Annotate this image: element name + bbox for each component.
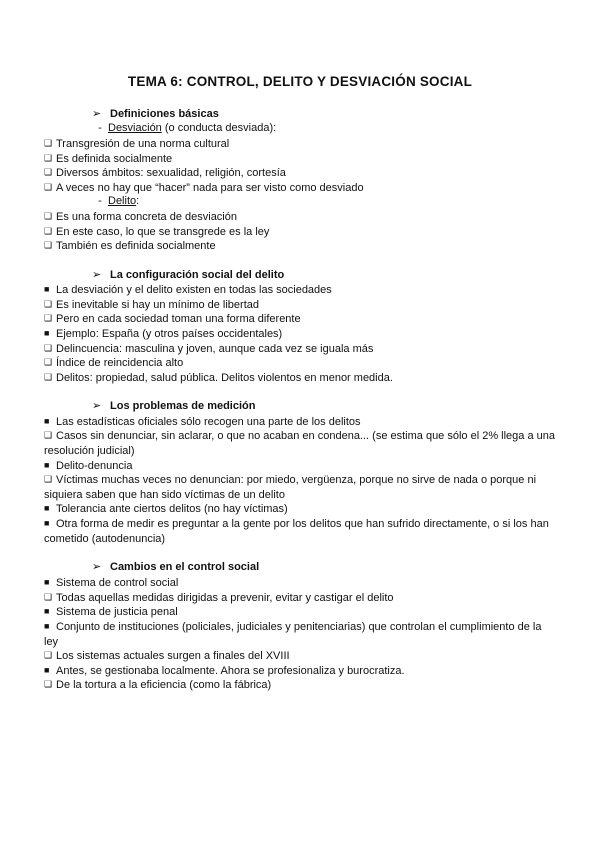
list-item: ❑ Pero en cada sociedad toman una forma diferente (44, 313, 301, 325)
square-outline-bullet-icon: ❑ (44, 240, 53, 250)
list-item: ❑ Los sistemas actuales surgen a finales del XVIII (44, 650, 290, 662)
square-filled-bullet-icon: ■ (44, 284, 50, 294)
square-outline-bullet-icon: ❑ (44, 299, 53, 309)
list-item: ■ Las estadísticas oficiales sólo recogen una parte de los delitos (44, 416, 361, 428)
square-filled-bullet-icon: ■ (44, 621, 50, 631)
square-outline-bullet-icon: ❑ (44, 679, 53, 689)
arrow-bullet-icon: ➢ (92, 269, 102, 281)
list-item: ■ Sistema de control social (44, 577, 179, 589)
list-item: ❑ De la tortura a la eficiencia (como la fábrica) (44, 679, 272, 691)
list-item: ❑ A veces no hay que “hacer” nada para ser visto como desviado (44, 182, 364, 194)
list-item: ❑ Es definida socialmente (44, 153, 173, 165)
list-item: ■ Antes, se gestionaba localmente. Ahora se profesionaliza y burocratiza. (44, 665, 405, 677)
list-item: ❑ Es una forma concreta de desviación (44, 211, 237, 223)
list-item: ■ Tolerancia ante ciertos delitos (no hay víctimas) (44, 503, 288, 515)
list-item: ❑ Es inevitable si hay un mínimo de libertad (44, 299, 259, 311)
list-item: ■ Conjunto de instituciones (policiales, judiciales y penitenciarias) que controlan el cumplimiento de la ley (44, 621, 542, 648)
square-outline-bullet-icon: ❑ (44, 182, 53, 192)
section-heading-definiciones: ➢ Definiciones básicas (92, 108, 219, 120)
square-outline-bullet-icon: ❑ (44, 430, 53, 440)
list-item: ■ Otra forma de medir es preguntar a la gente por los delitos que han sufrido directamente, o si los han cometido (autodenuncia) (44, 518, 549, 545)
arrow-bullet-icon: ➢ (92, 400, 102, 412)
list-item: ❑ Diversos ámbitos: sexualidad, religión, cortesía (44, 167, 286, 179)
list-item: ■ La desviación y el delito existen en todas las sociedades (44, 284, 332, 296)
square-outline-bullet-icon: ❑ (44, 357, 53, 367)
square-outline-bullet-icon: ❑ (44, 313, 53, 323)
subheading-delito: - Delito: (92, 195, 139, 207)
list-item: ❑ Índice de reincidencia alto (44, 357, 184, 369)
square-outline-bullet-icon: ❑ (44, 592, 53, 602)
arrow-bullet-icon: ➢ (92, 108, 102, 120)
square-filled-bullet-icon: ■ (44, 606, 50, 616)
list-item: ❑ En este caso, lo que se transgrede es la ley (44, 226, 270, 238)
square-filled-bullet-icon: ■ (44, 577, 50, 587)
document-title: TEMA 6: CONTROL, DELITO Y DESVIACIÓN SOCIAL (127, 74, 473, 89)
square-outline-bullet-icon: ❑ (44, 226, 53, 236)
square-outline-bullet-icon: ❑ (44, 343, 53, 353)
section-heading-cambios: ➢ Cambios en el control social (92, 561, 260, 573)
square-outline-bullet-icon: ❑ (44, 167, 53, 177)
square-filled-bullet-icon: ■ (44, 665, 50, 675)
list-item: ❑ Delitos: propiedad, salud pública. Delitos violentos en menor medida. (44, 372, 393, 384)
square-filled-bullet-icon: ■ (44, 460, 50, 470)
square-outline-bullet-icon: ❑ (44, 372, 53, 382)
square-outline-bullet-icon: ❑ (44, 211, 53, 221)
list-item: ■ Ejemplo: España (y otros países occidentales) (44, 328, 283, 340)
list-item: ■ Delito-denuncia (44, 460, 133, 472)
list-item: ❑ Delincuencia: masculina y joven, aunque cada vez se iguala más (44, 343, 374, 355)
list-item: ❑ Víctimas muchas veces no denuncian: por miedo, vergüenza, porque no sirve de nada o porque ni siquiera saben que han sido víctimas de un delito (44, 474, 537, 501)
list-item: ❑ Transgresión de una norma cultural (44, 138, 230, 150)
section-heading-medicion: ➢ Los problemas de medición (92, 400, 256, 412)
dash-bullet-icon: - (98, 195, 102, 207)
square-filled-bullet-icon: ■ (44, 328, 50, 338)
subheading-desviacion: - Desviación (o conducta desviada): (92, 122, 276, 134)
arrow-bullet-icon: ➢ (92, 561, 102, 573)
square-outline-bullet-icon: ❑ (44, 153, 53, 163)
list-item: ❑ Casos sin denunciar, sin aclarar, o que no acaban en condena... (se estima que sólo el 2% llega a una resolución judicial) (44, 430, 555, 457)
square-filled-bullet-icon: ■ (44, 518, 50, 528)
section-heading-configuracion: ➢ La configuración social del delito (92, 269, 285, 281)
list-item: ❑ También es definida socialmente (44, 240, 216, 252)
square-outline-bullet-icon: ❑ (44, 138, 53, 148)
square-filled-bullet-icon: ■ (44, 416, 50, 426)
dash-bullet-icon: - (98, 122, 102, 134)
square-outline-bullet-icon: ❑ (44, 474, 53, 484)
square-outline-bullet-icon: ❑ (44, 650, 53, 660)
list-item: ❑ Todas aquellas medidas dirigidas a prevenir, evitar y castigar el delito (44, 592, 394, 604)
square-filled-bullet-icon: ■ (44, 503, 50, 513)
list-item: ■ Sistema de justicia penal (44, 606, 178, 618)
